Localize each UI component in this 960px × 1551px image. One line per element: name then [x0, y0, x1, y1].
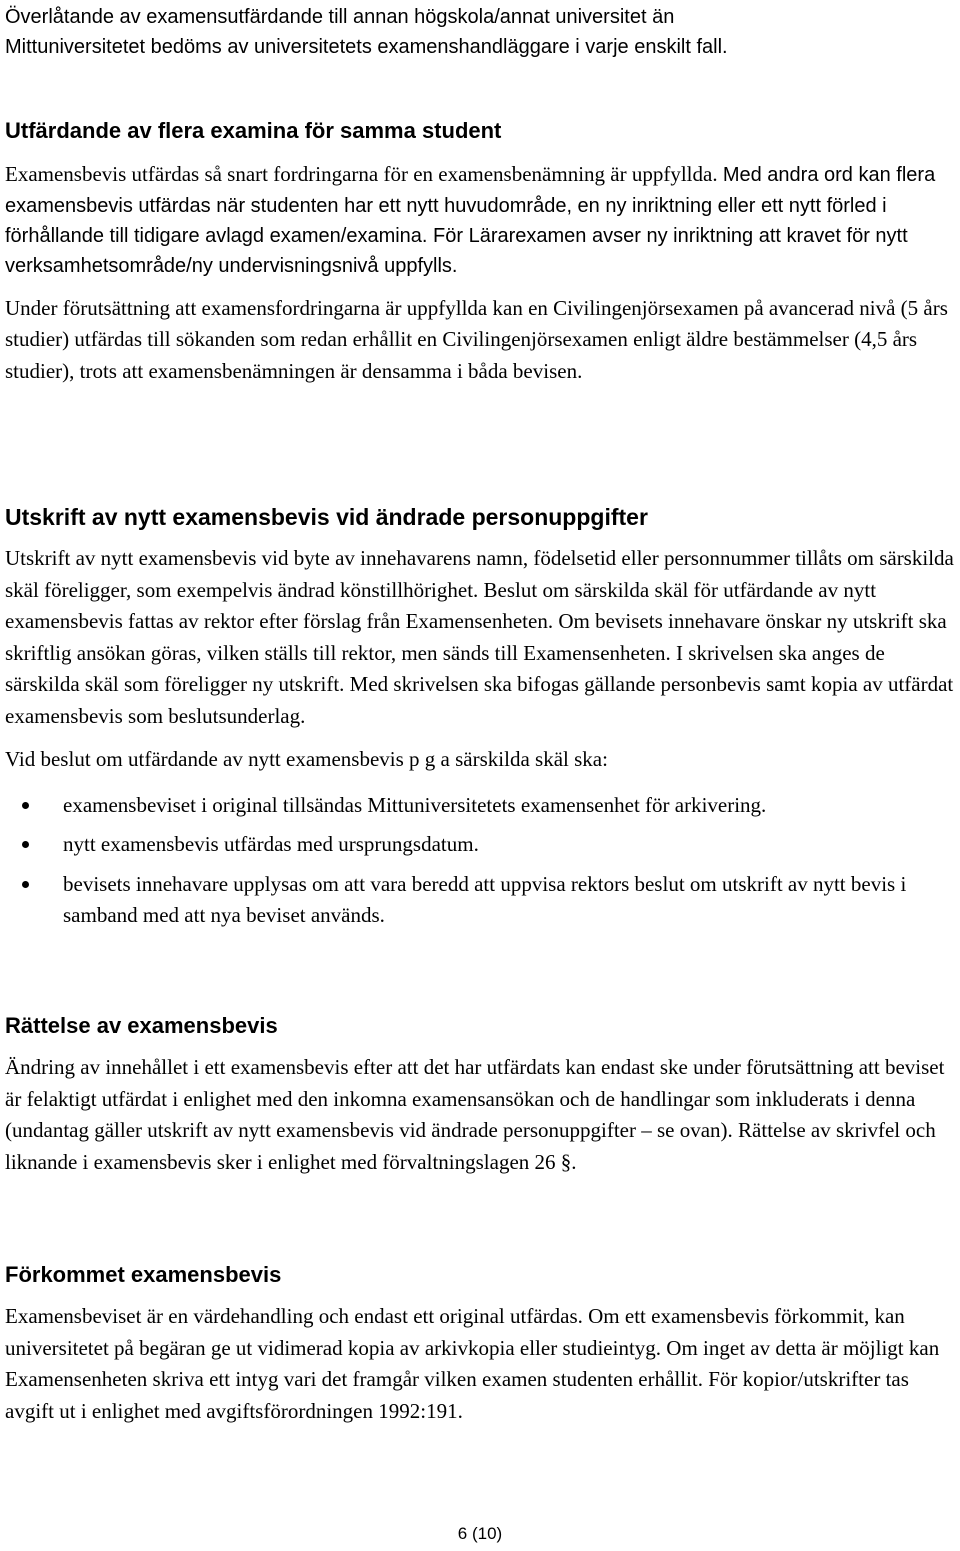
bullet-icon — [22, 841, 29, 848]
section-heading-correction: Rättelse av examensbevis — [5, 1013, 278, 1038]
section-lost — [5, 1260, 955, 1427]
paragraph-multiple-degrees-1-rest: Med andra ord kan flera examensbevis utfärdas när studenten har ett nytt huvudområde, en ny inriktning eller ett nytt förled i förhållande till tidigare avlagd examen/examina. För Lärarexamen avser ny inriktning att kravet för nytt verksamhetsområde/ny undervisningsnivå uppfylls. — [5, 164, 936, 277]
list-item-text: bevisets innehavare upplysas om att vara beredd att uppvisa rektors beslut om utskrift av nytt bevis i samband med att nya beviset används. — [63, 871, 907, 927]
paragraph-reprint-1: Utskrift av nytt examensbevis vid byte av innehavarens namn, födelsetid eller personnummer tillåts om särskilda skäl föreligger, som exempelvis ändrad könstillhörighet. Beslut om särskilda skäl för utfärdande av nytt examensbevis fattas av rektor efter förslag från Examensenheten. Om bevisets innehavare önskar ny utskrift ska skriftlig ansökan göras, vilken ställs till rektor, men sänds till Examensenheten. I skrivelsen ska anges de särskilda skäl som föreligger ny utskrift. Med skrivelsen ska bifogas gällande personbevis samt kopia av utfärdat examensbevis som beslutsunderlag. — [5, 546, 954, 728]
list-item-text: examensbeviset i original tillsändas Mittuniversitetets examensenhet för arkivering. — [63, 792, 767, 817]
paragraph-multiple-degrees-2: Under förutsättning att examensfordringarna är uppfyllda kan en Civilingenjörsexamen på avancerad nivå (5 års studier) utfärdas till sökanden som redan erhållit en Civilingenjörsexamen enligt äldre bestämmelser (4,5 års studier), trots att examensbenämningen är densamma i båda bevisen. — [5, 295, 948, 383]
list-item-text: nytt examensbevis utfärdas med ursprungsdatum. — [63, 832, 479, 856]
section-multiple-degrees — [5, 116, 955, 387]
page-number: 6 (10) — [457, 1524, 503, 1543]
paragraph-correction-1: Ändring av innehållet i ett examensbevis efter att det har utfärdats kan endast ske under förutsättning att beviset är felaktigt utfärdat i enlighet med den inkomna examensansökan och de handlingar som inkluderats i denna (undantag gäller utskrift av nytt examensbevis vid ändrade personuppgifter – se ovan). Rättelse av skrivfel och liknande i examensbevis sker i enlighet med förvaltningslagen 26 §. — [5, 1055, 945, 1174]
section-heading-lost: Förkommet examensbevis — [5, 1262, 282, 1287]
section-reprint — [5, 502, 955, 940]
document-page — [5, 0, 955, 1551]
list-item — [5, 790, 955, 822]
section-heading-reprint: Utskrift av nytt examensbevis vid ändrade personuppgifter — [5, 504, 648, 530]
bullet-icon — [22, 802, 29, 809]
paragraph-lost-1: Examensbeviset är en värdehandling och endast ett original utfärdas. Om ett examensbevis förkommit, kan universitetet på begäran ge ut vidimerad kopia av arkivkopia eller studieintyg. Om inget av detta är möjligt kan Examensenheten skriva ett intyg vari det framgår vilken examen studenten erhållit. För kopior/utskrifter tas avgift ut i enlighet med avgiftsförordningen 1992:191. — [5, 1304, 940, 1423]
section-correction — [5, 1011, 955, 1178]
intro-paragraph: Överlåtande av examensutfärdande till annan högskola/annat universitet än Mittuniversitetet bedöms av universitetets examenshandläggare i varje enskilt fall. — [5, 6, 728, 58]
list-item — [5, 869, 955, 932]
bullet-icon — [22, 881, 29, 888]
reprint-bullet-list — [5, 790, 955, 932]
paragraph-reprint-2: Vid beslut om utfärdande av nytt examensbevis p g a särskilda skäl ska: — [5, 747, 608, 771]
section-heading-multiple-degrees: Utfärdande av flera examina för samma student — [5, 118, 502, 143]
list-item — [5, 829, 955, 861]
paragraph-multiple-degrees-1-lead: Examensbevis utfärdas så snart fordringarna för en examensbenämning är uppfyllda. — [5, 162, 723, 186]
paragraph-multiple-degrees-1 — [5, 159, 955, 281]
